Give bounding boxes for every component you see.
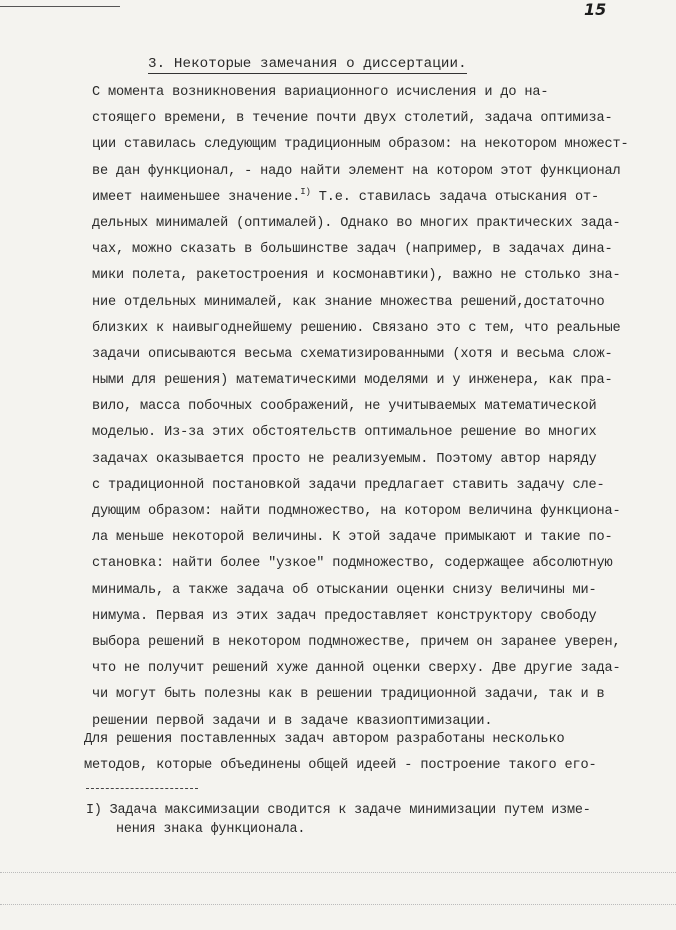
text-line: ние отдельных минималей, как знание множества решений,достаточно <box>92 294 605 310</box>
text-line: вило, масса побочных соображений, не учитываемых математической <box>92 399 597 415</box>
text-line: дельных минималей (оптималей). Однако во многих практических зада- <box>92 215 621 231</box>
text-line: чах, можно сказать в большинстве задач (например, в задачах дина- <box>92 242 613 258</box>
text-line: близких к наивыгоднейшему решению. Связано это с тем, что реальные <box>92 320 621 336</box>
text-line: ными для решения) математическими моделями и у инженера, как пра- <box>92 373 613 389</box>
scan-edge-dots <box>0 872 676 873</box>
text-line-start: имеет наименьшее значение. <box>92 189 301 205</box>
text-line <box>92 185 652 211</box>
text-line: методов, которые объединены общей идеей - построение такого его- <box>84 758 597 774</box>
paragraph-2 <box>84 727 644 779</box>
text-line: чи могут быть полезны как в решении традиционной задачи, так и в <box>92 687 605 703</box>
text-line: выбора решений в некотором подмножестве, причем он заранее уверен, <box>92 634 621 650</box>
text-line: дующим образом: найти подмножество, на котором величина функциона- <box>92 504 621 519</box>
text-line: с традиционной постановкой задачи предлагает ставить задачу сле- <box>92 477 605 493</box>
footnote-ref: I) <box>300 186 311 197</box>
footnote-line: нения знака функционала. <box>116 822 306 837</box>
text-line: ции ставилась следующим традиционным образом: на некотором множест- <box>92 137 629 153</box>
text-line: задачах оказывается просто не реализуемым. Поэтому автор наряду <box>92 451 597 467</box>
text-line-end: Т.е. ставилась задача отыскания от- <box>310 189 599 205</box>
text-line: ве дан функционал, - надо найти элемент на котором этот функционал <box>92 163 621 179</box>
text-line: стоящего времени, в течение почти двух столетий, задача оптимиза- <box>92 111 613 127</box>
text-line: нимума. Первая из этих задач предоставляет конструктору свободу <box>92 608 597 624</box>
text-line: ла меньше некоторой величины. К этой задаче примыкают и такие по- <box>92 530 613 546</box>
page-number: 15 <box>584 0 607 19</box>
text-line: становка: найти более "узкое" подмножество, содержащее абсолютную <box>92 556 613 572</box>
section-heading: 3. Некоторые замечания о диссертации. <box>148 56 467 72</box>
text-line: Для решения поставленных задач автором разработаны несколько <box>84 732 565 747</box>
top-rule <box>0 6 120 7</box>
text-line: минималь, а также задача об отыскании оценки снизу величины ми- <box>92 582 597 598</box>
text-line: задачи описываются весьма схематизированными (хотя и весьма слож- <box>92 346 613 362</box>
footnote <box>86 801 646 839</box>
footnote-line: I) Задача максимизации сводится к задаче минимизации путем изме- <box>86 803 591 818</box>
text-line: моделью. Из-за этих обстоятельств оптимальное решение во многих <box>92 425 597 441</box>
text-line: С момента возникновения вариационного исчисления и до на- <box>92 85 549 100</box>
footnote-divider <box>86 788 198 789</box>
text-line: что не получит решений хуже данной оценки сверху. Две другие зада- <box>92 661 621 677</box>
text-line: решении первой задачи и в задаче квазиоптимизации. <box>92 713 493 729</box>
scan-edge-dots <box>0 904 676 905</box>
text-line: мики полета, ракетостроения и космонавтики), важно не столько зна- <box>92 268 621 284</box>
paragraph-1 <box>92 80 652 735</box>
